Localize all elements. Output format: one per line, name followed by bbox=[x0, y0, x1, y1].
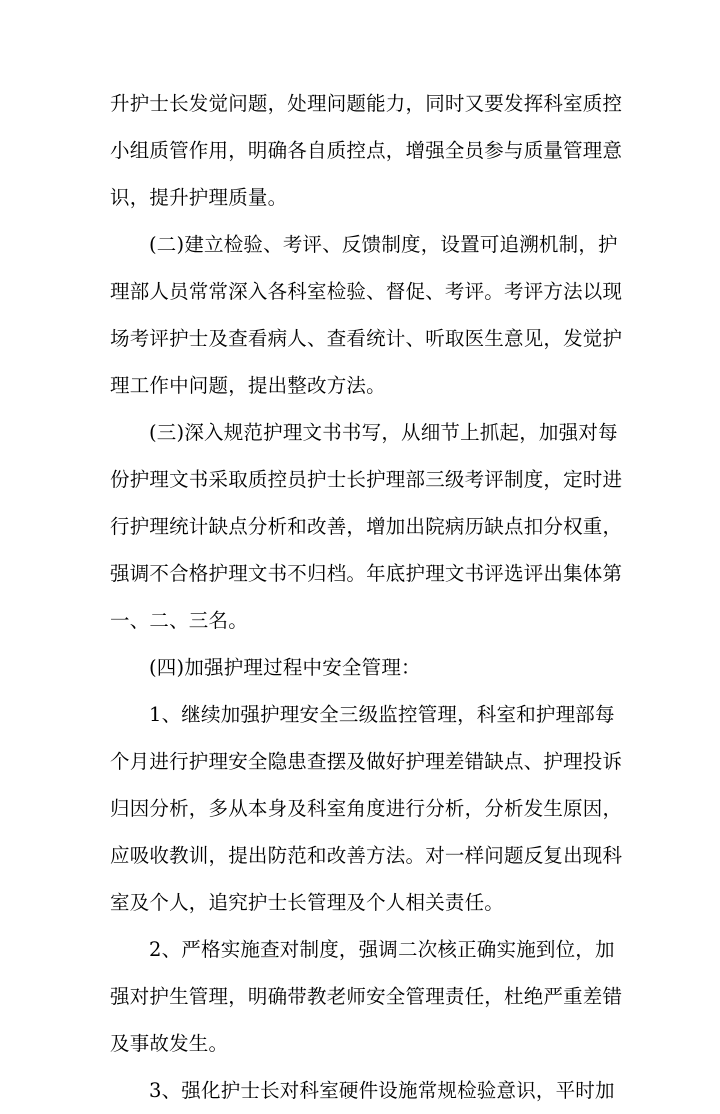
text-line: 理部人员常常深入各科室检验、督促、考评。考评方法以现 bbox=[110, 280, 623, 303]
document-body bbox=[110, 80, 623, 1114]
text-line: 小组质管作用，明确各自质控点，增强全员参与质量管理意 bbox=[110, 139, 623, 162]
text-line: 归因分析，多从本身及科室角度进行分析，分析发生原因， bbox=[110, 797, 623, 820]
text-line: 2、严格实施查对制度，强调二次核正确实施到位，加 bbox=[149, 938, 615, 961]
text-line: 一、二、三名。 bbox=[110, 609, 248, 632]
text-line: 室及个人，追究护士长管理及个人相关责任。 bbox=[110, 891, 505, 914]
section-heading: (四)加强护理过程中安全管理： bbox=[149, 656, 421, 679]
text-line: 份护理文书采取质控员护士长护理部三级考评制度，定时进 bbox=[110, 468, 623, 491]
text-line: 1、继续加强护理安全三级监控管理，科室和护理部每 bbox=[149, 703, 615, 726]
text-line: (二)建立检验、考评、反馈制度，设置可追溯机制，护 bbox=[149, 233, 618, 256]
text-line: 行护理统计缺点分析和改善，增加出院病历缺点扣分权重， bbox=[110, 515, 623, 538]
text-line: 识，提升护理质量。 bbox=[110, 186, 288, 209]
text-line: 3、强化护士长对科室硬件设施常规检验意识，平时加 bbox=[149, 1079, 615, 1102]
text-line: 及事故发生。 bbox=[110, 1032, 229, 1055]
text-line: 个月进行护理安全隐患查摆及做好护理差错缺点、护理投诉 bbox=[110, 750, 623, 773]
text-line: 升护士长发觉问题，处理问题能力，同时又要发挥科室质控 bbox=[110, 92, 623, 115]
text-line: (三)深入规范护理文书书写，从细节上抓起，加强对每 bbox=[149, 421, 618, 444]
text-line: 应吸收教训，提出防范和改善方法。对一样问题反复出现科 bbox=[110, 844, 623, 867]
text-line: 强调不合格护理文书不归档。年底护理文书评选评出集体第 bbox=[110, 562, 623, 585]
text-line: 强对护生管理，明确带教老师安全管理责任，杜绝严重差错 bbox=[110, 985, 623, 1008]
text-line: 场考评护士及查看病人、查看统计、听取医生意见，发觉护 bbox=[110, 327, 623, 350]
text-line: 理工作中问题，提出整改方法。 bbox=[110, 374, 386, 397]
